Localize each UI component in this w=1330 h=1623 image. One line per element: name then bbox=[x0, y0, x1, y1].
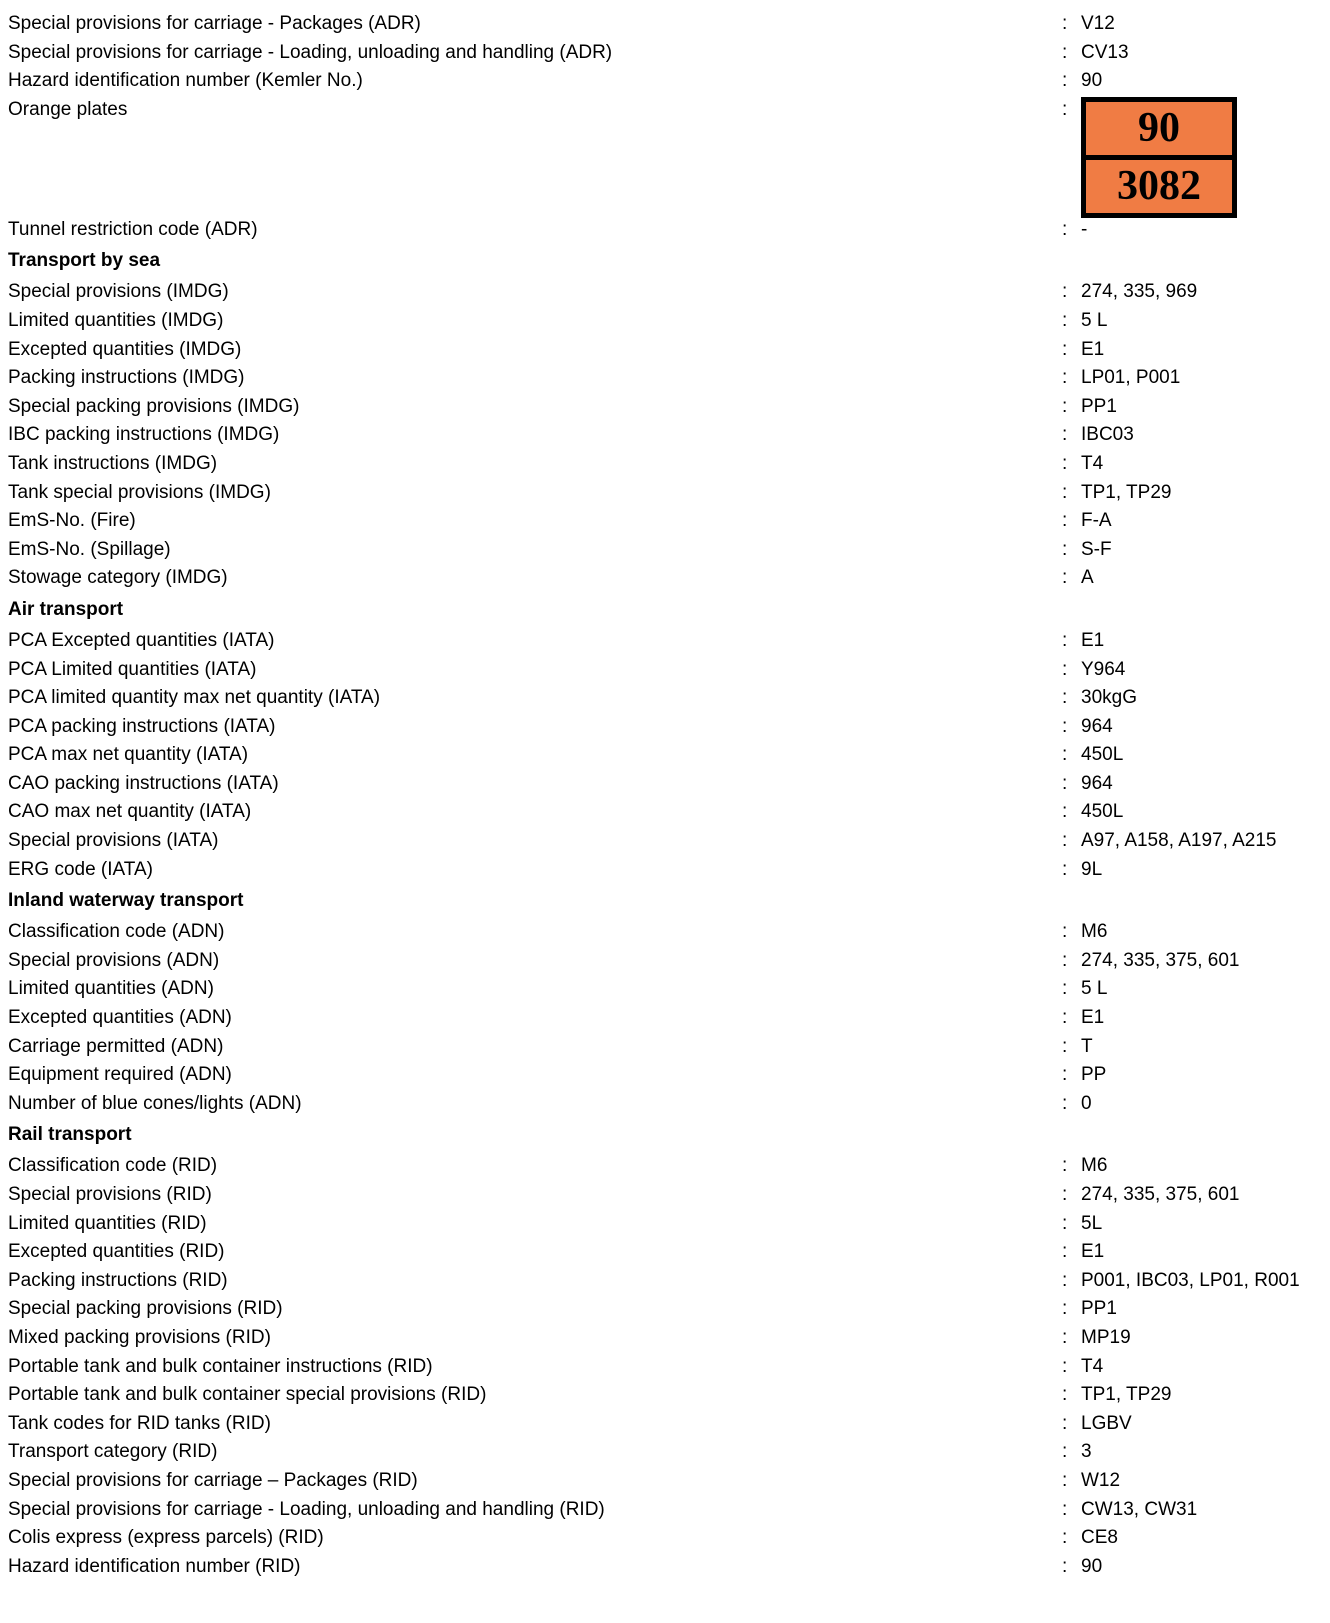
row-label: PCA max net quantity (IATA) bbox=[8, 744, 249, 766]
info-row bbox=[8, 798, 1330, 827]
info-row bbox=[8, 1324, 1330, 1353]
row-label: Portable tank and bulk container special provisions (RID) bbox=[8, 1384, 487, 1406]
row-value: 90 bbox=[1081, 1555, 1103, 1577]
row-value: 0 bbox=[1081, 1092, 1092, 1114]
info-row bbox=[8, 67, 1330, 96]
row-label: Classification code (RID) bbox=[8, 1155, 218, 1177]
row-value: TP1, TP29 bbox=[1081, 1384, 1172, 1406]
info-row bbox=[8, 393, 1330, 422]
row-value: 5 L bbox=[1081, 309, 1108, 331]
row-value: T4 bbox=[1081, 452, 1104, 474]
row-label: Special provisions for carriage - Loading, unloading and handling (RID) bbox=[8, 1498, 605, 1520]
info-row bbox=[8, 278, 1330, 307]
row-label: Special provisions for carriage - Packages (ADR) bbox=[8, 13, 421, 34]
row-label: CAO max net quantity (IATA) bbox=[8, 801, 252, 823]
row-label: Transport category (RID) bbox=[8, 1441, 218, 1463]
row-label: Equipment required (ADN) bbox=[8, 1064, 232, 1086]
info-row bbox=[8, 1353, 1330, 1382]
row-label: Orange plates bbox=[8, 98, 128, 120]
row-value: 274, 335, 375, 601 bbox=[1081, 1184, 1240, 1205]
row-value: A97, A158, A197, A215 bbox=[1081, 830, 1277, 852]
row-value: TP1, TP29 bbox=[1081, 481, 1172, 503]
row-separator: : bbox=[1062, 978, 1068, 1000]
info-row bbox=[8, 10, 1330, 39]
row-value: 9L bbox=[1081, 858, 1103, 880]
row-value: M6 bbox=[1081, 1155, 1108, 1177]
info-row bbox=[8, 1061, 1330, 1090]
info-row bbox=[8, 1267, 1330, 1296]
row-separator: : bbox=[1062, 481, 1068, 503]
row-label: PCA Limited quantities (IATA) bbox=[8, 658, 257, 680]
orange-plates-row bbox=[8, 96, 1330, 216]
row-label: Tank special provisions (IMDG) bbox=[8, 481, 271, 503]
row-value: 964 bbox=[1081, 715, 1113, 737]
row-label: Packing instructions (RID) bbox=[8, 1269, 228, 1291]
info-row bbox=[8, 684, 1330, 713]
row-value bbox=[1081, 96, 1330, 216]
info-row bbox=[8, 770, 1330, 799]
info-row bbox=[8, 918, 1330, 947]
info-row bbox=[8, 1381, 1330, 1410]
row-label: Tank instructions (IMDG) bbox=[8, 452, 218, 474]
row-label: Excepted quantities (IMDG) bbox=[8, 338, 242, 360]
row-separator: : bbox=[1062, 70, 1068, 92]
section-heading-air: Air transport bbox=[8, 598, 124, 620]
row-value: - bbox=[1081, 218, 1088, 240]
row-value: S-F bbox=[1081, 538, 1112, 560]
row-separator: : bbox=[1062, 41, 1068, 63]
row-separator: : bbox=[1062, 1412, 1068, 1434]
row-label: PCA Excepted quantities (IATA) bbox=[8, 629, 275, 651]
row-label: PCA packing instructions (IATA) bbox=[8, 715, 276, 737]
info-row bbox=[8, 536, 1330, 565]
info-row bbox=[8, 1553, 1330, 1582]
row-value: 30kgG bbox=[1081, 687, 1137, 709]
row-label: Special packing provisions (IMDG) bbox=[8, 395, 300, 417]
row-separator: : bbox=[1062, 1355, 1068, 1377]
row-separator: : bbox=[1062, 1498, 1068, 1520]
info-row bbox=[8, 1238, 1330, 1267]
info-row bbox=[8, 1467, 1330, 1496]
row-label: Portable tank and bulk container instructions (RID) bbox=[8, 1355, 433, 1377]
row-label: Tank codes for RID tanks (RID) bbox=[8, 1412, 271, 1434]
row-value: A bbox=[1081, 567, 1094, 589]
row-separator: : bbox=[1062, 687, 1068, 709]
row-label: PCA limited quantity max net quantity (IATA) bbox=[8, 687, 381, 709]
info-row bbox=[8, 507, 1330, 536]
row-label: ERG code (IATA) bbox=[8, 858, 153, 880]
info-row bbox=[8, 827, 1330, 856]
info-row bbox=[8, 421, 1330, 450]
row-separator: : bbox=[1062, 1092, 1068, 1114]
info-row bbox=[8, 307, 1330, 336]
row-value: E1 bbox=[1081, 629, 1105, 651]
section-sea-rows bbox=[8, 278, 1330, 593]
row-label: Special provisions (ADN) bbox=[8, 949, 220, 971]
row-label: Special provisions (IMDG) bbox=[8, 281, 229, 303]
row-separator: : bbox=[1062, 1155, 1068, 1177]
row-separator: : bbox=[1062, 801, 1068, 823]
row-value: 90 bbox=[1081, 70, 1103, 92]
row-label: Special provisions (RID) bbox=[8, 1184, 212, 1205]
info-row bbox=[8, 336, 1330, 365]
row-value: F-A bbox=[1081, 510, 1112, 532]
row-value: E1 bbox=[1081, 1007, 1105, 1029]
info-row bbox=[8, 479, 1330, 508]
row-label: Colis express (express parcels) (RID) bbox=[8, 1527, 324, 1549]
row-value: E1 bbox=[1081, 338, 1105, 360]
info-row bbox=[8, 975, 1330, 1004]
info-row bbox=[8, 1004, 1330, 1033]
row-value: W12 bbox=[1081, 1469, 1121, 1491]
row-value: 5L bbox=[1081, 1212, 1103, 1234]
row-separator: : bbox=[1062, 281, 1068, 303]
row-value: 3 bbox=[1081, 1441, 1092, 1463]
section-inland-rows bbox=[8, 918, 1330, 1118]
row-separator: : bbox=[1062, 772, 1068, 794]
row-label: Special packing provisions (RID) bbox=[8, 1298, 283, 1320]
transport-info-document bbox=[8, 10, 1330, 1581]
row-label: Mixed packing provisions (RID) bbox=[8, 1326, 271, 1348]
row-label: Excepted quantities (ADN) bbox=[8, 1007, 232, 1029]
row-separator: : bbox=[1062, 395, 1068, 417]
row-label: Special provisions for carriage – Packages (RID) bbox=[8, 1469, 418, 1491]
info-row bbox=[8, 947, 1330, 976]
row-separator: : bbox=[1062, 338, 1068, 360]
row-value: Y964 bbox=[1081, 658, 1126, 680]
plate-hazard-number: 90 bbox=[1086, 102, 1232, 160]
row-separator: : bbox=[1062, 510, 1068, 532]
section-heading-rail: Rail transport bbox=[8, 1124, 132, 1146]
row-value: 274, 335, 375, 601 bbox=[1081, 949, 1240, 971]
row-separator: : bbox=[1062, 538, 1068, 560]
info-row bbox=[8, 1524, 1330, 1553]
row-separator: : bbox=[1062, 629, 1068, 651]
row-separator: : bbox=[1062, 830, 1068, 852]
row-separator: : bbox=[1062, 1241, 1068, 1263]
section-rail-rows bbox=[8, 1152, 1330, 1581]
row-value: M6 bbox=[1081, 921, 1108, 943]
row-separator: : bbox=[1062, 567, 1068, 589]
info-row bbox=[8, 656, 1330, 685]
row-separator: : bbox=[1062, 1298, 1068, 1320]
row-separator: : bbox=[1062, 1269, 1068, 1291]
info-row bbox=[8, 1295, 1330, 1324]
info-row bbox=[8, 216, 1330, 245]
row-label: Classification code (ADN) bbox=[8, 921, 225, 943]
row-label: Hazard identification number (Kemler No.) bbox=[8, 70, 363, 92]
row-label: Limited quantities (ADN) bbox=[8, 978, 214, 1000]
row-separator: : bbox=[1062, 1064, 1068, 1086]
row-value: PP1 bbox=[1081, 395, 1117, 417]
row-value: 964 bbox=[1081, 772, 1113, 794]
row-label: Special provisions for carriage - Loading, unloading and handling (ADR) bbox=[8, 41, 613, 63]
info-row bbox=[8, 450, 1330, 479]
row-value: 450L bbox=[1081, 744, 1124, 766]
row-label: Carriage permitted (ADN) bbox=[8, 1035, 224, 1057]
info-row bbox=[8, 713, 1330, 742]
row-value: 5 L bbox=[1081, 978, 1108, 1000]
info-row bbox=[8, 564, 1330, 593]
row-value: PP bbox=[1081, 1064, 1107, 1086]
row-separator: : bbox=[1062, 1007, 1068, 1029]
row-label: Limited quantities (RID) bbox=[8, 1212, 207, 1234]
row-value: T bbox=[1081, 1035, 1093, 1057]
row-value: P001, IBC03, LP01, R001 bbox=[1081, 1269, 1300, 1291]
info-row bbox=[8, 627, 1330, 656]
row-separator: : bbox=[1062, 858, 1068, 880]
row-label: Hazard identification number (RID) bbox=[8, 1555, 301, 1577]
info-row bbox=[8, 364, 1330, 393]
row-separator: : bbox=[1062, 715, 1068, 737]
row-label: Stowage category (IMDG) bbox=[8, 567, 228, 589]
row-label: Special provisions (IATA) bbox=[8, 830, 219, 852]
row-value: T4 bbox=[1081, 1355, 1104, 1377]
row-label: EmS-No. (Spillage) bbox=[8, 538, 171, 560]
row-separator: : bbox=[1062, 98, 1068, 120]
plate-un-number: 3082 bbox=[1117, 162, 1201, 209]
row-separator: : bbox=[1062, 13, 1068, 34]
info-row bbox=[8, 856, 1330, 885]
row-value: LGBV bbox=[1081, 1412, 1132, 1434]
row-label: EmS-No. (Fire) bbox=[8, 510, 136, 532]
row-separator: : bbox=[1062, 1469, 1068, 1491]
row-label: Tunnel restriction code (ADR) bbox=[8, 218, 258, 240]
info-row bbox=[8, 1438, 1330, 1467]
row-separator: : bbox=[1062, 367, 1068, 389]
row-value: CV13 bbox=[1081, 41, 1129, 63]
row-value: IBC03 bbox=[1081, 424, 1134, 446]
row-separator: : bbox=[1062, 921, 1068, 943]
row-label: Excepted quantities (RID) bbox=[8, 1241, 225, 1263]
row-separator: : bbox=[1062, 1384, 1068, 1406]
row-separator: : bbox=[1062, 1441, 1068, 1463]
row-value: 450L bbox=[1081, 801, 1124, 823]
row-separator: : bbox=[1062, 452, 1068, 474]
row-value: CE8 bbox=[1081, 1527, 1118, 1549]
row-label: Packing instructions (IMDG) bbox=[8, 367, 245, 389]
row-value: PP1 bbox=[1081, 1298, 1117, 1320]
row-separator: : bbox=[1062, 744, 1068, 766]
info-row bbox=[8, 1210, 1330, 1239]
row-label: IBC packing instructions (IMDG) bbox=[8, 424, 280, 446]
row-value: V12 bbox=[1081, 13, 1115, 34]
row-separator: : bbox=[1062, 218, 1068, 240]
row-label: CAO packing instructions (IATA) bbox=[8, 772, 279, 794]
row-value: CW13, CW31 bbox=[1081, 1498, 1198, 1520]
info-row bbox=[8, 39, 1330, 68]
row-separator: : bbox=[1062, 1527, 1068, 1549]
row-separator: : bbox=[1062, 658, 1068, 680]
section-heading-inland: Inland waterway transport bbox=[8, 890, 244, 912]
row-value: 274, 335, 969 bbox=[1081, 281, 1198, 303]
row-separator: : bbox=[1062, 424, 1068, 446]
info-row bbox=[8, 1181, 1330, 1210]
row-separator: : bbox=[1062, 1212, 1068, 1234]
row-label: Limited quantities (IMDG) bbox=[8, 309, 224, 331]
section-air-rows bbox=[8, 627, 1330, 884]
row-separator: : bbox=[1062, 1555, 1068, 1577]
info-row bbox=[8, 1152, 1330, 1181]
section-heading-sea: Transport by sea bbox=[8, 250, 161, 272]
info-row bbox=[8, 1033, 1330, 1062]
orange-plate bbox=[1081, 97, 1237, 218]
info-row bbox=[8, 741, 1330, 770]
info-row bbox=[8, 1410, 1330, 1439]
info-row bbox=[8, 1496, 1330, 1525]
row-separator: : bbox=[1062, 309, 1068, 331]
row-label: Number of blue cones/lights (ADN) bbox=[8, 1092, 302, 1114]
row-separator: : bbox=[1062, 1184, 1068, 1205]
row-separator: : bbox=[1062, 949, 1068, 971]
row-separator: : bbox=[1062, 1035, 1068, 1057]
row-value: E1 bbox=[1081, 1241, 1105, 1263]
row-value: LP01, P001 bbox=[1081, 367, 1181, 389]
row-value: MP19 bbox=[1081, 1326, 1131, 1348]
info-row bbox=[8, 1090, 1330, 1119]
row-separator: : bbox=[1062, 1326, 1068, 1348]
